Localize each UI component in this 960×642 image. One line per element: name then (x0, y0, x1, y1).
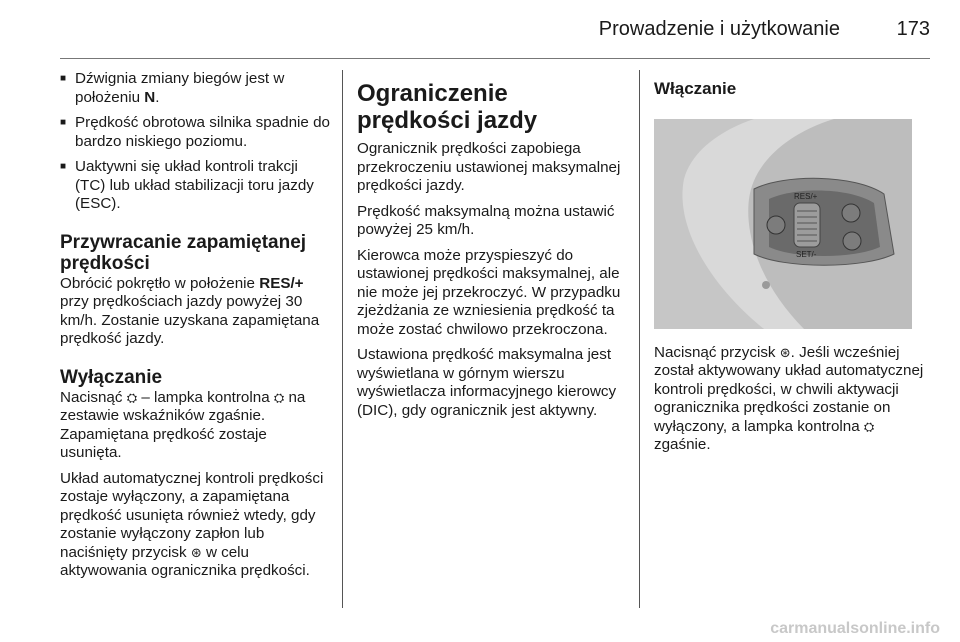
restore-speed-paragraph: Obrócić pokrętło w położenie RES/+ przy prędkościach jazdy powyżej 30 km/h. Zostanie uzyskana zapamiętana prędkość jazdy. (60, 274, 320, 347)
restore-speed-heading: Przywracanie zapamiętanej prędkości (60, 231, 307, 274)
list-item: ■ Prędkość obrotowa silnika spadnie do bardzo niskiego poziomu. (60, 114, 332, 151)
steering-wheel-figure (654, 119, 912, 329)
column-divider-1 (342, 70, 343, 608)
list-item: ■ Uaktywni się układ kontroli trakcji (TC) lub układ stabilizacji toru jazdy (ESC). (60, 158, 332, 214)
column-1 (60, 70, 332, 588)
page-header-title: Prowadzenie i użytkowanie (598, 18, 840, 40)
cruise-control-icon: ⛭ (126, 389, 138, 405)
paragraph: Kierowca może przyspieszyć do ustawionej prędkości maksymalnej, ale nie może jej przekroczyć. W przypadku zjeżdżania ze wzniesienia prędkość ta może zostać chwilowo przekroczona. (357, 246, 621, 338)
column-2 (357, 70, 627, 427)
res-plus-figure-label: RES/+ (794, 191, 818, 201)
cruise-control-icon: ⛭ (863, 418, 875, 434)
activation-paragraph: Nacisnąć przycisk ⊛. Jeśli wcześniej został aktywowany układ automatycznej kontroli prędkości, w chwili aktywacji ogranicznika prędkości zostanie on wyłączony, a lampka kontrolna ⛭ zgaśnie. (654, 343, 924, 453)
auto-cruise-paragraph: Układ automatycznej kontroli prędkości zostaje wyłączony, a zapamiętana prędkość usunięta również wtedy, gdy zostanie wyłączony zapłon lub naciśnięty przycisk ⊛ w celu aktywowania ogranicznika prędkości. (60, 469, 324, 579)
conditions-list (60, 70, 332, 214)
gear-position-n: N (144, 88, 156, 106)
paragraph: Prędkość maksymalną można ustawić powyżej 25 km/h. (357, 202, 615, 238)
paragraph: Ogranicznik prędkości zapobiega przekroczeniu ustawionej maksymalnej prędkości jazdy. (357, 140, 621, 194)
column-divider-2 (639, 70, 640, 608)
off-heading: Wyłączanie (60, 366, 163, 388)
speed-limiter-heading: Ograniczenie prędkości jazdy (357, 80, 538, 134)
activation-heading: Włączanie (654, 79, 737, 98)
cruise-control-icon: ⛭ (273, 389, 285, 405)
speed-limiter-icon: ⊛ (779, 344, 791, 360)
set-minus-figure-label: SET/- (796, 249, 817, 259)
list-item: ■ Dźwignia zmiany biegów jest w położeniu N. (60, 70, 332, 107)
column-3 (654, 70, 930, 462)
res-plus-label: RES/+ (259, 274, 304, 292)
page-number: 173 (896, 18, 930, 40)
watermark: carmanualsonline.info (770, 620, 940, 637)
header-rule (60, 58, 930, 59)
paragraph: Ustawiona prędkość maksymalna jest wyświetlana w górnym wierszu wyświetlacza informacyjnego kierowcy (DIC), gdy ogranicznik jest aktywny. (357, 346, 617, 419)
speed-limiter-icon: ⊛ (190, 544, 202, 560)
off-paragraph: Nacisnąć ⛭ – lampka kontrolna ⛭ na zestawie wskaźników zgaśnie. Zapamiętana prędkość zostaje usunięta. (60, 388, 306, 461)
